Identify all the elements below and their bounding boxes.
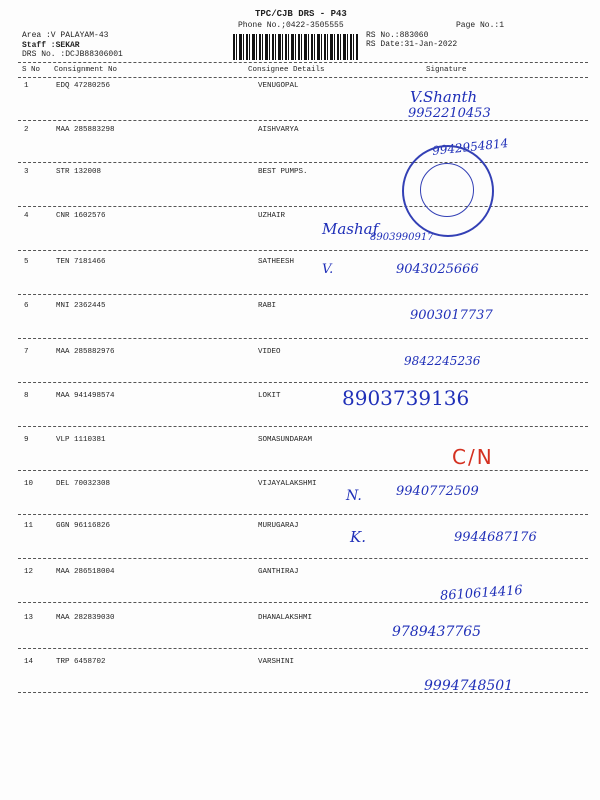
column-consignment: Consignment No (54, 66, 118, 74)
drs-number: DRS No. :DCJB88306001 (22, 50, 123, 59)
column-sno: S No (22, 66, 41, 74)
row-sno: 10 (24, 480, 34, 488)
column-consignee: Consignee Details (248, 66, 325, 74)
phone-handwritten: 9789437765 (392, 624, 482, 640)
row-consignee: RABI (258, 302, 277, 310)
table-row (0, 258, 600, 298)
staff-label: Staff :SEKAR (22, 41, 80, 50)
row-sno: 12 (24, 568, 34, 576)
row-consignment: MAA 286518004 (56, 568, 115, 576)
phone-handwritten: 8903739136 (342, 386, 470, 410)
row-sno: 14 (24, 658, 34, 666)
row-consignee: SOMASUNDARAM (258, 436, 313, 444)
rs-number: RS No.:883060 (366, 31, 429, 40)
row-consignment: MAA 285883298 (56, 126, 115, 134)
phone-handwritten: 9994748501 (424, 678, 514, 694)
row-consignment: MAA 282839030 (56, 614, 115, 622)
company-stamp (402, 145, 494, 237)
row-consignee: BEST PUMPS. (258, 168, 308, 176)
row-consignment: TRP 6458702 (56, 658, 106, 666)
row-consignee: VARSHINI (258, 658, 295, 666)
row-divider (18, 294, 588, 295)
phone-handwritten: 9942954814 (431, 136, 509, 158)
row-sno: 13 (24, 614, 34, 622)
row-divider (18, 338, 588, 339)
row-consignee: VIJAYALAKSHMI (258, 480, 317, 488)
table-row (0, 522, 600, 562)
row-divider (18, 120, 588, 121)
table-row (0, 212, 600, 252)
phone-handwritten: 9043025666 (396, 262, 479, 277)
row-consignment: CNR 1602576 (56, 212, 106, 220)
row-consignee: GANTHIRAJ (258, 568, 299, 576)
table-row (0, 302, 600, 342)
signature-handwritten: N. (346, 488, 362, 504)
row-sno: 11 (24, 522, 34, 530)
row-sno: 3 (24, 168, 29, 176)
row-sno: 7 (24, 348, 29, 356)
header-top-divider (18, 62, 588, 63)
row-divider (18, 250, 588, 251)
row-divider (18, 382, 588, 383)
row-consignee: VIDEO (258, 348, 281, 356)
row-consignment: MAA 285882976 (56, 348, 115, 356)
row-consignee: VENUGOPAL (258, 82, 299, 90)
phone-handwritten: 9952210453 (408, 106, 491, 121)
row-sno: 5 (24, 258, 29, 266)
row-consignee: SATHEESH (258, 258, 295, 266)
row-divider (18, 692, 588, 693)
row-divider (18, 470, 588, 471)
row-sno: 1 (24, 82, 29, 90)
phone-number: Phone No.;0422-3505555 (238, 21, 344, 30)
phone-handwritten: 9944687176 (454, 530, 537, 545)
phone-handwritten: 9003017737 (410, 308, 493, 323)
row-consignee: MURUGARAJ (258, 522, 299, 530)
row-consignee: AISHVARYA (258, 126, 299, 134)
row-consignment: EDQ 47280256 (56, 82, 111, 90)
red-annotation: C/N (452, 445, 494, 469)
row-consignment: MAA 941498574 (56, 392, 115, 400)
row-consignee: UZHAIR (258, 212, 286, 220)
header-bottom-divider (18, 77, 588, 78)
row-consignment: GGN 96116826 (56, 522, 111, 530)
column-signature: Signature (426, 66, 467, 74)
area-label: Area :V PALAYAM-43 (22, 31, 109, 40)
row-consignment: MNI 2362445 (56, 302, 106, 310)
row-divider (18, 602, 588, 603)
signature-handwritten: K. (350, 528, 366, 546)
table-row (0, 126, 600, 166)
phone-handwritten: 9842245236 (404, 354, 481, 368)
row-consignment: DEL 70032308 (56, 480, 111, 488)
row-consignee: DHANALAKSHMI (258, 614, 313, 622)
row-divider (18, 162, 588, 163)
barcode (233, 34, 358, 60)
signature-handwritten: Mashaf (322, 220, 379, 238)
table-row (0, 168, 600, 208)
row-consignee: LOKIT (258, 392, 281, 400)
rs-date: RS Date:31-Jan-2022 (366, 40, 458, 49)
row-consignment: STR 132008 (56, 168, 102, 176)
phone-handwritten: 9940772509 (396, 484, 479, 499)
document-title: TPC/CJB DRS - P43 (255, 9, 347, 19)
row-sno: 4 (24, 212, 29, 220)
row-divider (18, 426, 588, 427)
row-divider (18, 648, 588, 649)
row-divider (18, 558, 588, 559)
phone-handwritten: 8903990917 (370, 232, 434, 243)
row-consignment: VLP 1110381 (56, 436, 106, 444)
row-sno: 8 (24, 392, 29, 400)
page-number: Page No.:1 (456, 21, 505, 30)
signature-handwritten: V. (322, 262, 334, 277)
row-sno: 9 (24, 436, 29, 444)
row-sno: 6 (24, 302, 29, 310)
phone-handwritten: 8610614416 (439, 583, 524, 604)
row-consignment: TEN 7181466 (56, 258, 106, 266)
signature-handwritten: V.Shanth (410, 88, 478, 106)
table-row (0, 82, 600, 122)
row-divider (18, 206, 588, 207)
row-divider (18, 514, 588, 515)
row-sno: 2 (24, 126, 29, 134)
